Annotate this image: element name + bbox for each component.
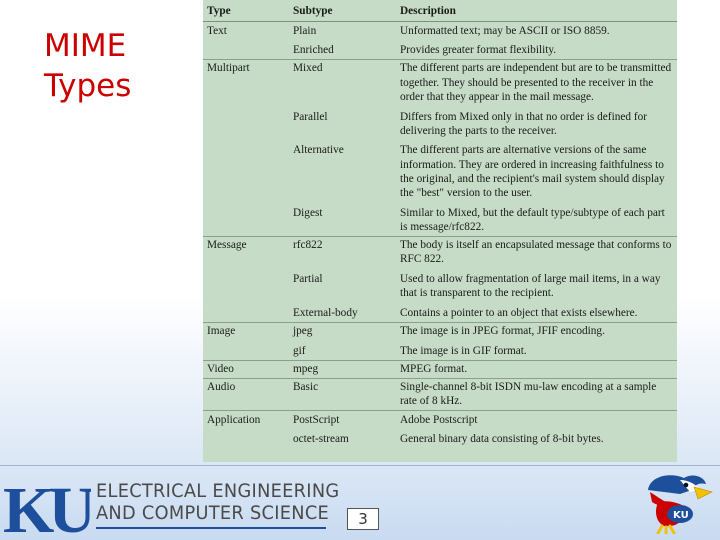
header-type: Type (203, 0, 289, 22)
cell-type: Audio (203, 378, 289, 410)
department-underline (96, 527, 326, 529)
jayhawk-ku-text: KU (673, 510, 689, 521)
cell-description: The different parts are alternative versions of the same information. They are ordered in increasing faithfulness to the original, and the recipient's mail system should display the "best" version to the user. (400, 144, 665, 200)
cell-type: Text (203, 22, 289, 40)
table-row (203, 236, 677, 268)
table-header-row (203, 0, 677, 22)
header-subtype: Subtype (289, 0, 396, 22)
cell-type: Video (203, 360, 289, 378)
cell-description: Used to allow fragmentation of large mail items, in a way that is transparent to the recipient. (400, 273, 661, 300)
cell-subtype: Basic (289, 378, 396, 410)
cell-subtype: Parallel (293, 110, 328, 123)
cell-type (203, 106, 289, 140)
cell-description: The image is in JPEG format, JFIF encoding. (396, 322, 677, 340)
cell-description: The body is itself an encapsulated message that conforms to RFC 822. (396, 236, 677, 268)
table-row (203, 59, 677, 105)
cell-description: Similar to Mixed, but the default type/subtype of each part is message/rfc822. (400, 206, 665, 233)
cell-description: Provides greater format flexibility. (400, 44, 557, 57)
slide-title-line1: MIME (44, 28, 127, 64)
table-row (203, 106, 677, 140)
cell-subtype: octet-stream (293, 433, 349, 446)
mime-types-table (203, 0, 677, 448)
table-row (203, 360, 677, 378)
cell-subtype: Alternative (293, 144, 344, 157)
table-row (203, 139, 677, 201)
page-number: 3 (347, 508, 379, 530)
department-line2: AND COMPUTER SCIENCE (96, 503, 330, 524)
cell-description: General binary data consisting of 8-bit bytes. (400, 433, 604, 446)
cell-type (203, 302, 289, 322)
ku-logo (3, 474, 91, 536)
cell-type (203, 340, 289, 360)
cell-subtype: Plain (289, 22, 396, 40)
table-row (203, 268, 677, 302)
cell-subtype: Partial (293, 273, 323, 286)
table-row (203, 22, 677, 40)
header-description: Description (396, 0, 677, 22)
cell-description: MPEG format. (396, 360, 677, 378)
cell-subtype: External-body (293, 306, 358, 319)
cell-description: Unformatted text; may be ASCII or ISO 8859. (396, 22, 677, 40)
cell-type: Image (203, 322, 289, 340)
table-row (203, 202, 677, 236)
cell-description: Adobe Postscript (396, 411, 677, 429)
table-row (203, 378, 677, 410)
table-row (203, 428, 677, 448)
cell-subtype: PostScript (289, 411, 396, 429)
cell-subtype: Digest (293, 206, 323, 219)
cell-type (203, 428, 289, 448)
table-row (203, 302, 677, 322)
jayhawk-mascot-icon (640, 470, 714, 534)
cell-type (203, 139, 289, 201)
cell-subtype: jpeg (289, 322, 396, 340)
cell-subtype: Mixed (289, 59, 396, 105)
slide-title-line2: Types (44, 68, 132, 104)
mime-types-table-image (203, 0, 677, 462)
cell-type: Application (203, 411, 289, 429)
cell-type: Multipart (203, 59, 289, 105)
cell-description: The different parts are independent but are to be transmitted together. They should be presented to the receiver in the order that they appear in the mail message. (396, 59, 677, 105)
department-name (96, 481, 339, 525)
table-row (203, 39, 677, 59)
cell-type (203, 268, 289, 302)
cell-description: Contains a pointer to an object that exists elsewhere. (400, 306, 638, 319)
cell-description: Single-channel 8-bit ISDN mu-law encoding at a sample rate of 8 kHz. (396, 378, 677, 410)
cell-subtype: gif (293, 344, 306, 357)
cell-description: Differs from Mixed only in that no order is defined for delivering the parts to the receiver. (400, 110, 648, 137)
cell-description: The image is in GIF format. (400, 344, 527, 357)
cell-type: Message (203, 236, 289, 268)
cell-type (203, 39, 289, 59)
cell-type (203, 202, 289, 236)
table-row (203, 322, 677, 340)
footer-divider (0, 465, 720, 466)
ku-logo-text: KU (3, 474, 90, 536)
slide-title (44, 26, 184, 106)
cell-subtype: Enriched (293, 44, 334, 57)
cell-subtype: mpeg (289, 360, 396, 378)
department-line1: ELECTRICAL ENGINEERING (96, 481, 340, 502)
table-row (203, 340, 677, 360)
cell-subtype: rfc822 (289, 236, 396, 268)
table-row (203, 411, 677, 429)
